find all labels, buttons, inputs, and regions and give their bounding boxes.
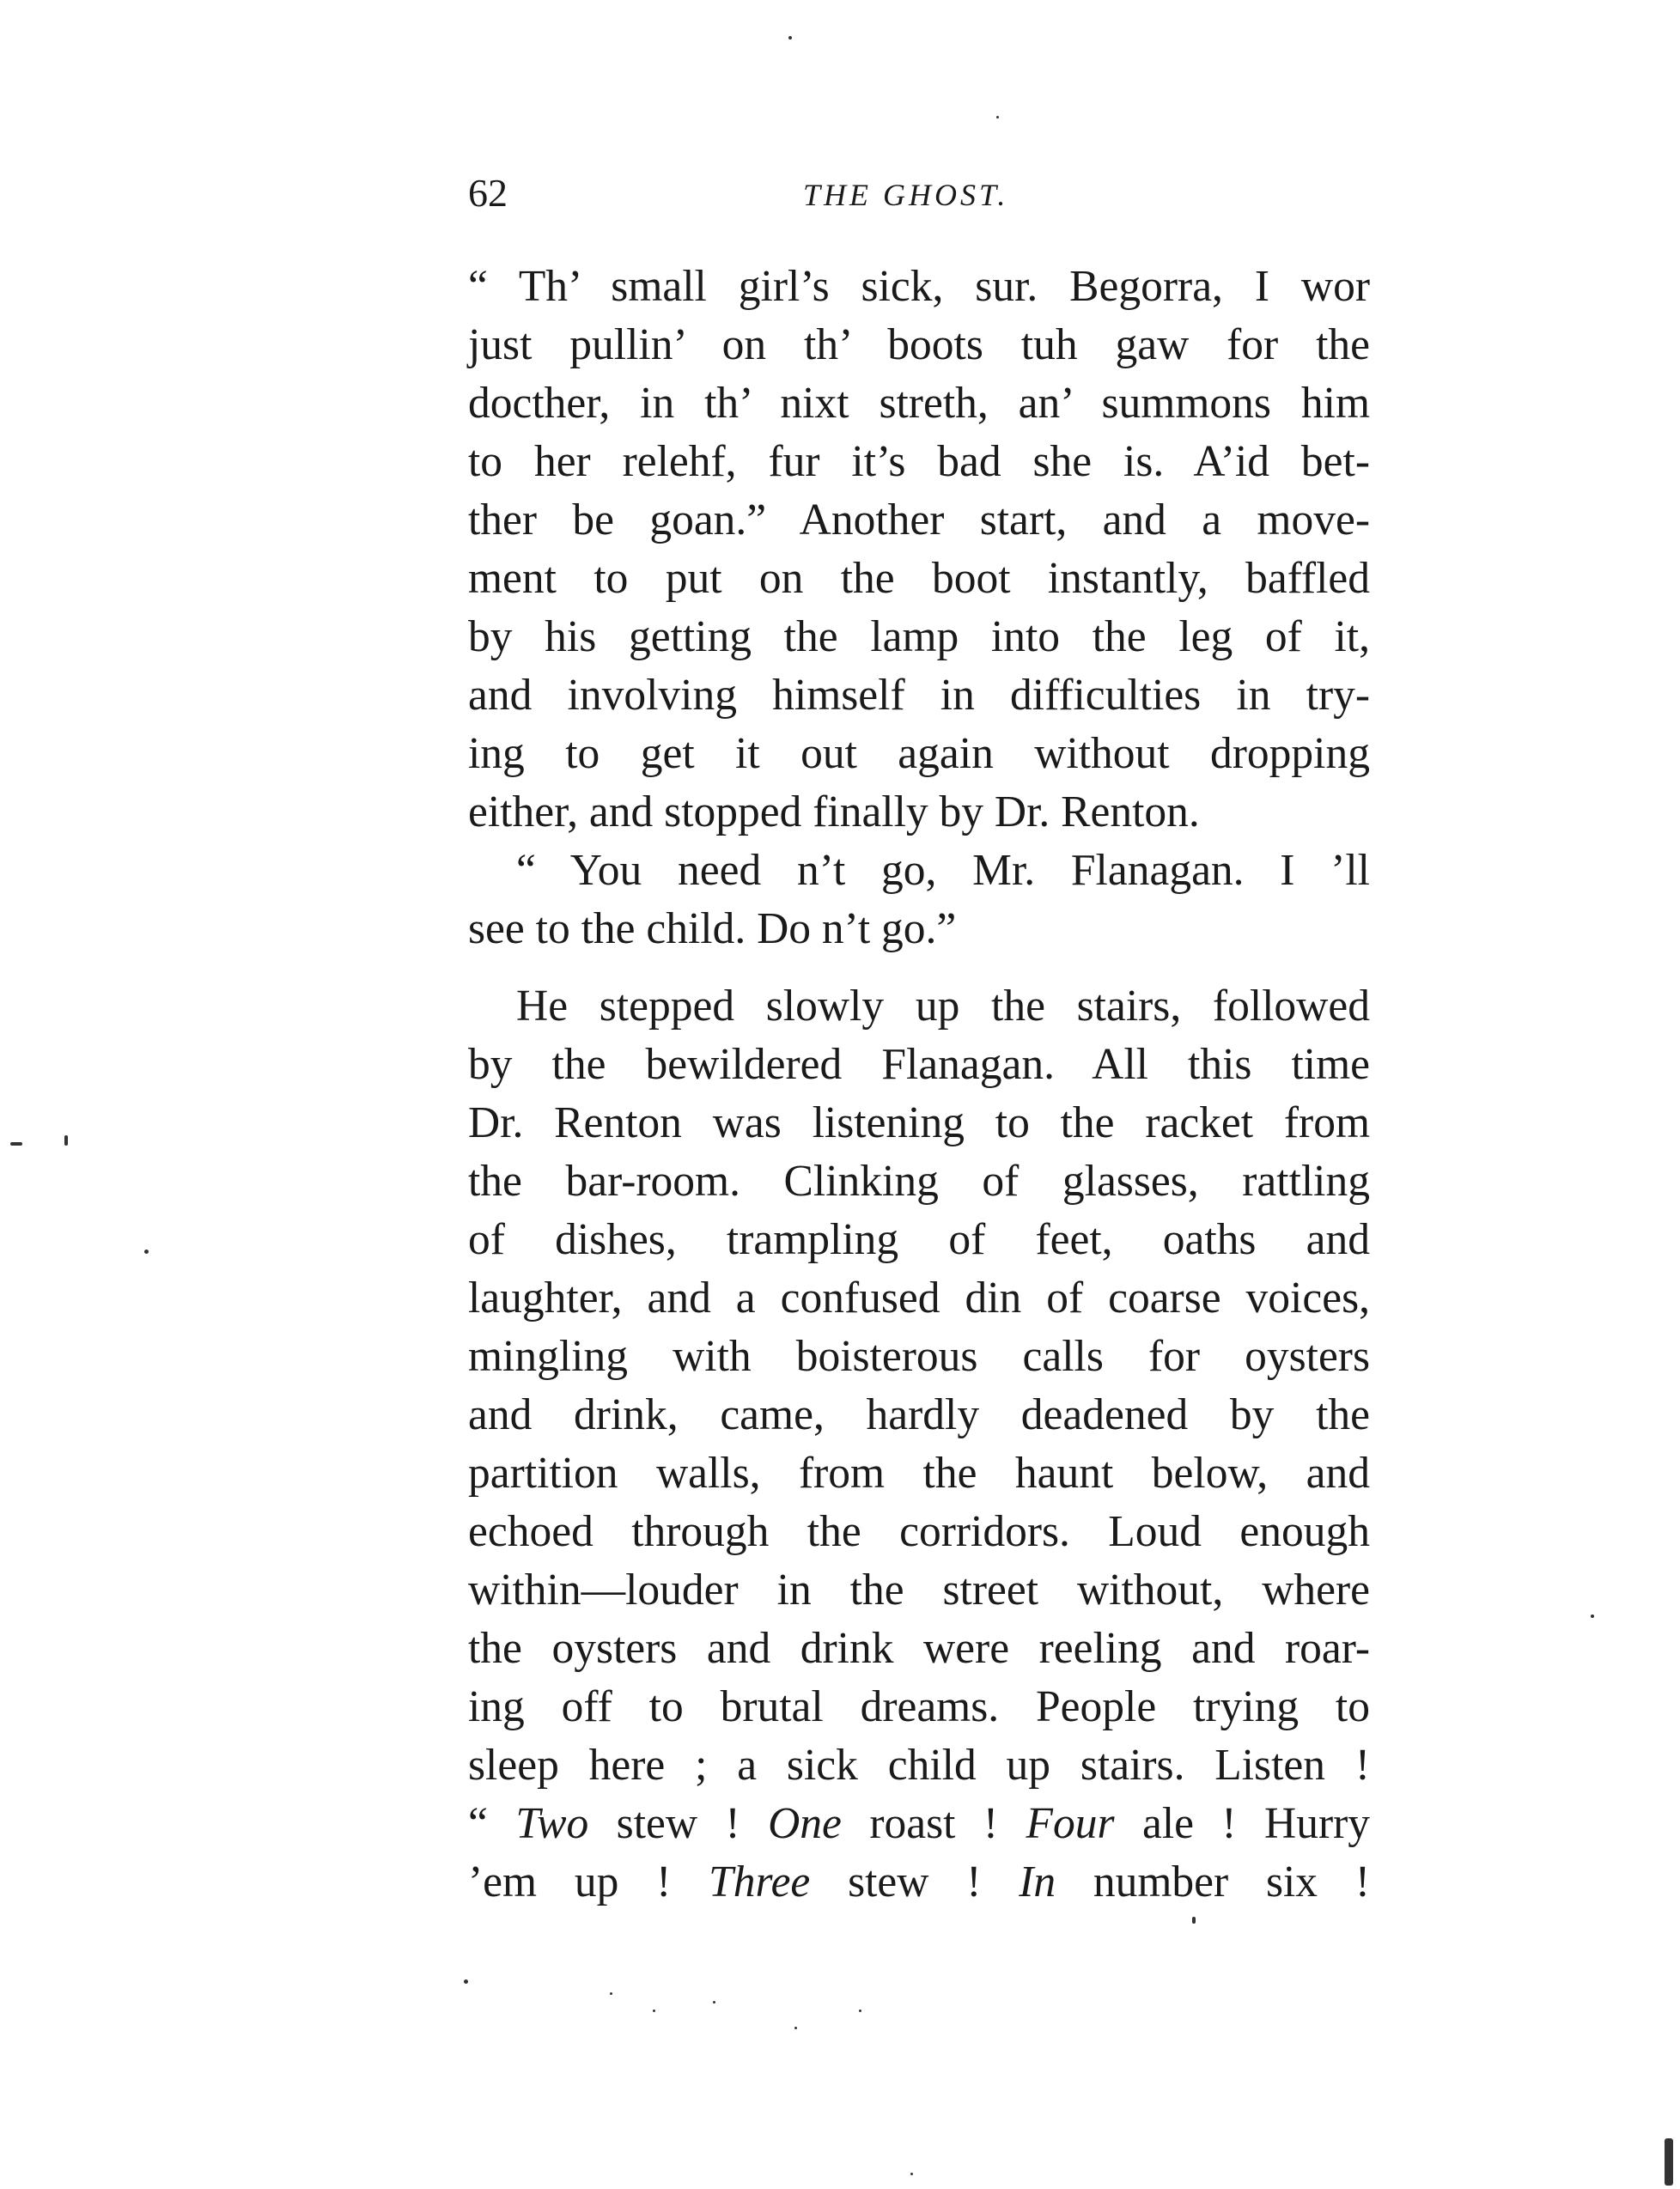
page-number: 62 bbox=[468, 171, 508, 215]
text-line: He stepped slowly up the stairs, followed bbox=[516, 982, 1370, 1031]
text-line: ing off to brutal dreams. People trying to bbox=[468, 1682, 1370, 1731]
body-text bbox=[468, 258, 1370, 1912]
paragraph-2 bbox=[468, 842, 1370, 958]
scan-speck bbox=[610, 1992, 612, 1995]
text-line: mingling with boisterous calls for oysters bbox=[468, 1332, 1370, 1381]
text-line: ment to put on the boot instantly, baffled bbox=[468, 554, 1370, 603]
text-segment: stew ! bbox=[810, 1858, 1020, 1906]
text-line: the oysters and drink were reeling and roar- bbox=[468, 1624, 1370, 1673]
paragraph-1 bbox=[468, 258, 1370, 842]
scan-speck bbox=[1591, 1614, 1594, 1618]
text-segment: ale ! Hurry bbox=[1114, 1799, 1371, 1848]
italic-word: Four bbox=[1026, 1799, 1115, 1848]
text-segment: number six ! bbox=[1056, 1858, 1370, 1906]
text-line: and drink, came, hardly deadened by the bbox=[468, 1390, 1370, 1439]
text-line: sleep here ; a sick child up stairs. Listen ! bbox=[468, 1741, 1370, 1790]
scan-speck bbox=[713, 2001, 715, 2004]
text-line: ing to get it out again without dropping bbox=[468, 729, 1370, 778]
text-line-italic-orders bbox=[468, 1795, 1370, 1853]
scan-speck bbox=[859, 2010, 861, 2012]
text-line: ther be goan.” Another start, and a move- bbox=[468, 496, 1370, 544]
text-line: by his getting the lamp into the leg of it, bbox=[468, 612, 1370, 661]
running-head bbox=[468, 167, 1370, 219]
scan-speck bbox=[996, 116, 999, 119]
text-line: Dr. Renton was listening to the racket from bbox=[468, 1098, 1370, 1147]
text-line: of dishes, trampling of feet, oaths and bbox=[468, 1215, 1370, 1264]
scan-speck bbox=[144, 1250, 149, 1254]
text-line: either, and stopped finally by Dr. Renton. bbox=[468, 787, 1200, 836]
scan-speck bbox=[794, 2027, 797, 2029]
scan-speck bbox=[64, 1135, 68, 1146]
text-line: see to the child. Do n’t go.” bbox=[468, 904, 957, 953]
text-segment: ’em up ! bbox=[468, 1858, 709, 1906]
italic-word: Two bbox=[515, 1799, 589, 1848]
text-line: the bar-room. Clinking of glasses, rattling bbox=[468, 1157, 1370, 1206]
italic-word: One bbox=[768, 1799, 842, 1848]
text-line-italic-orders bbox=[468, 1853, 1370, 1912]
text-segment: “ bbox=[468, 1799, 516, 1848]
text-line: within—louder in the street without, where bbox=[468, 1566, 1370, 1614]
text-line: “ You need n’t go, Mr. Flanagan. I ’ll bbox=[516, 846, 1370, 895]
text-line: “ Th’ small girl’s sick, sur. Begorra, I wor bbox=[468, 262, 1370, 311]
text-line: to her relehf, fur it’s bad she is. A’id bet- bbox=[468, 437, 1370, 486]
scan-speck bbox=[788, 36, 792, 40]
text-line: echoed through the corridors. Loud enough bbox=[468, 1507, 1370, 1556]
text-line: partition walls, from the haunt below, and bbox=[468, 1449, 1370, 1498]
text-line: docther, in th’ nixt streth, an’ summons him bbox=[468, 379, 1370, 428]
scan-speck bbox=[910, 2173, 913, 2175]
text-line: and involving himself in difficulties in try- bbox=[468, 671, 1370, 720]
scan-speck bbox=[653, 2010, 655, 2012]
text-line: by the bewildered Flanagan. All this time bbox=[468, 1040, 1370, 1089]
scan-speck bbox=[464, 1979, 468, 1984]
text-line: just pullin’ on th’ boots tuh gaw for the bbox=[468, 320, 1370, 369]
scan-speck bbox=[1192, 1917, 1196, 1924]
running-title: THE GHOST. bbox=[803, 178, 1009, 212]
text-line: laughter, and a confused din of coarse voices, bbox=[468, 1274, 1370, 1323]
paragraph-3 bbox=[468, 977, 1370, 1912]
italic-word: In bbox=[1019, 1858, 1056, 1906]
text-segment: roast ! bbox=[841, 1799, 1026, 1848]
italic-word: Three bbox=[709, 1858, 811, 1906]
text-segment: stew ! bbox=[588, 1799, 769, 1848]
scan-speck bbox=[10, 1142, 22, 1146]
scan-speck bbox=[1665, 2138, 1673, 2186]
